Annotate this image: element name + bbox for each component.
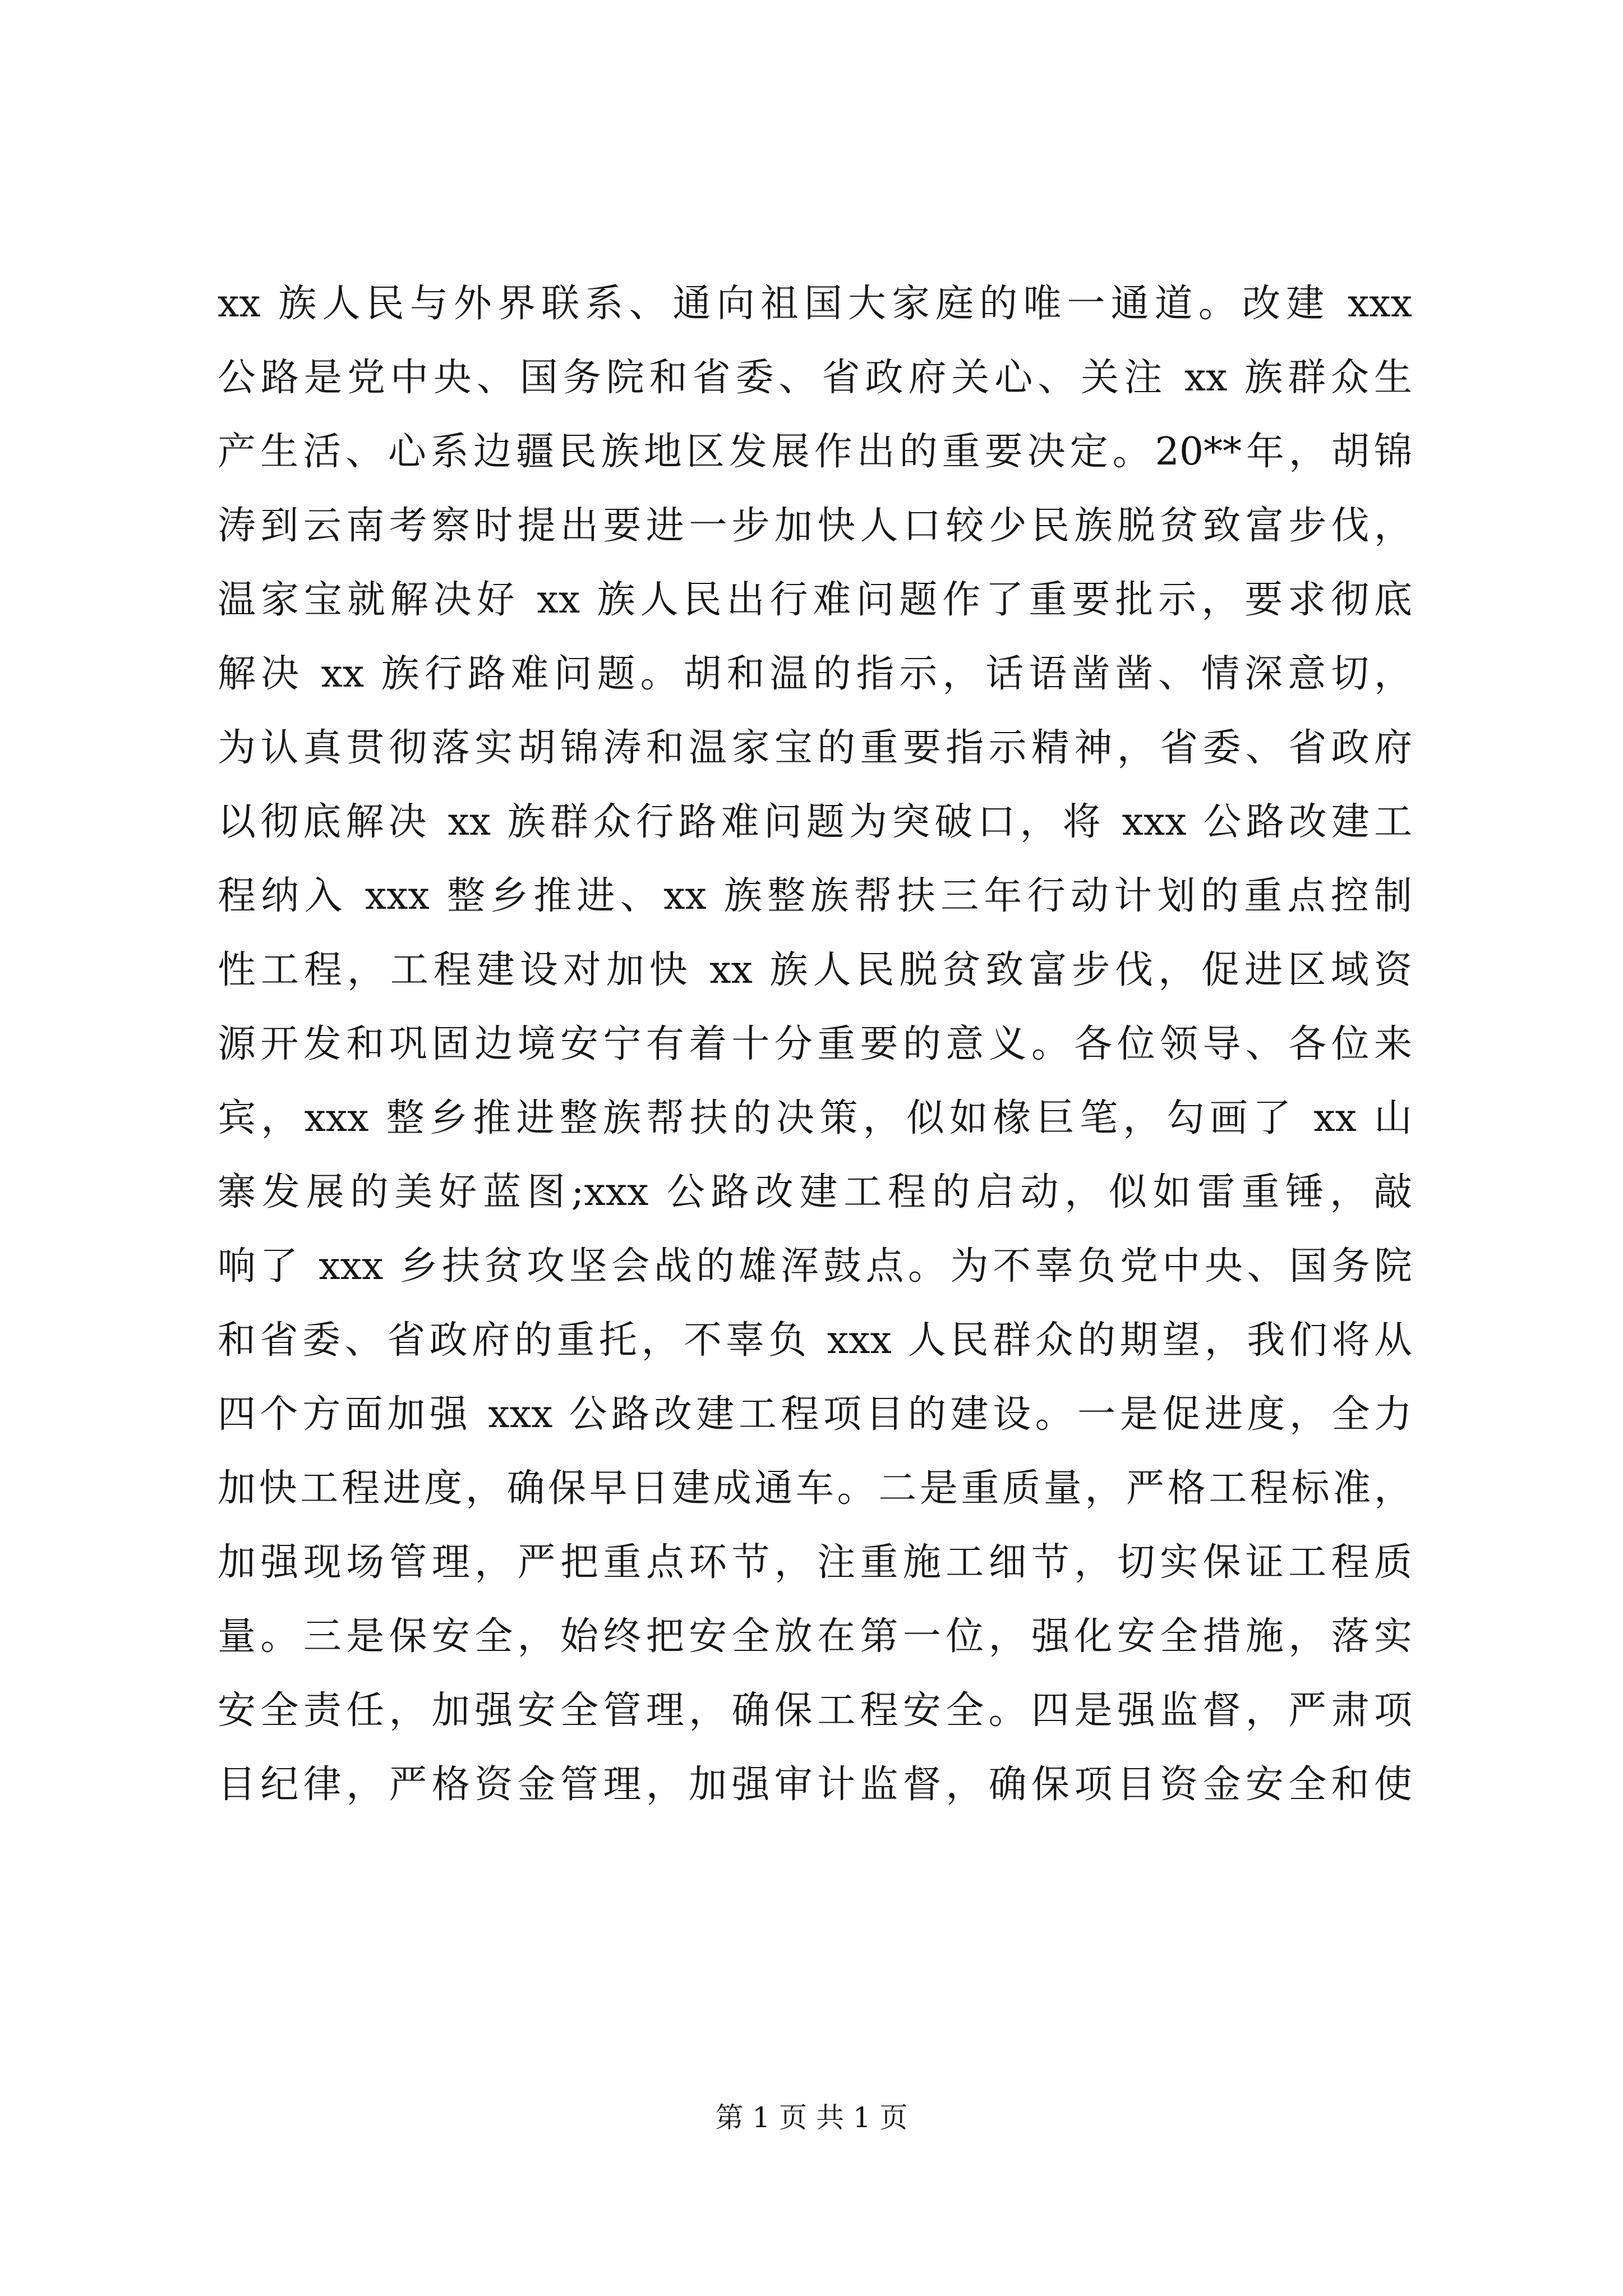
text-line: 和省委、省政府的重托，不辜负 xxx 人民群众的期望，我们将从 [218,1318,1412,1363]
text-line: 产生活、心系边疆民族地区发展作出的重要决定。20**年，胡锦 [218,430,1412,474]
text-line: 安全责任，加强安全管理，确保工程安全。四是强监督，严肃项 [218,1688,1412,1733]
text-line: 量。三是保安全，始终把安全放在第一位，强化安全措施，落实 [218,1614,1412,1659]
text-line: 温家宝就解决好 xx 族人民出行难问题作了重要批示，要求彻底 [218,578,1412,622]
text-line: 源开发和巩固边境安宁有着十分重要的意义。各位领导、各位来 [218,1022,1412,1066]
text-line: 宾，xxx 整乡推进整族帮扶的决策，似如椽巨笔，勾画了 xx 山 [218,1096,1412,1140]
page-number-footer: 第 1 页 共 1 页 [715,2101,908,2134]
text-line: 为认真贯彻落实胡锦涛和温家宝的重要指示精神，省委、省政府 [218,726,1412,770]
text-line: 加快工程进度，确保早日建成通车。二是重质量，严格工程标准， [218,1466,1412,1511]
text-line: xx 族人民与外界联系、通向祖国大家庭的唯一通道。改建 xxx [218,282,1412,326]
text-line: 涛到云南考察时提出要进一步加快人口较少民族脱贫致富步伐， [218,504,1412,548]
text-line: 程纳入 xxx 整乡推进、xx 族整族帮扶三年行动计划的重点控制 [218,874,1412,918]
text-line: 目纪律，严格资金管理，加强审计监督，确保项目资金安全和使 [218,1763,1412,1807]
body-paragraph [218,267,1412,1822]
text-line: 四个方面加强 xxx 公路改建工程项目的建设。一是促进度，全力 [218,1392,1412,1437]
text-line: 性工程，工程建设对加快 xx 族人民脱贫致富步伐，促进区域资 [218,948,1412,992]
text-line: 寨发展的美好蓝图;xxx 公路改建工程的启动，似如雷重锤，敲 [218,1170,1412,1214]
text-line: 解决 xx 族行路难问题。胡和温的指示，话语凿凿、情深意切， [218,652,1412,696]
text-line: 加强现场管理，严把重点环节，注重施工细节，切实保证工程质 [218,1540,1412,1585]
text-line: 响了 xxx 乡扶贫攻坚会战的雄浑鼓点。为不辜负党中央、国务院 [218,1244,1412,1289]
text-line: 公路是党中央、国务院和省委、省政府关心、关注 xx 族群众生 [218,356,1412,400]
text-line: 以彻底解决 xx 族群众行路难问题为突破口，将 xxx 公路改建工 [218,800,1412,844]
